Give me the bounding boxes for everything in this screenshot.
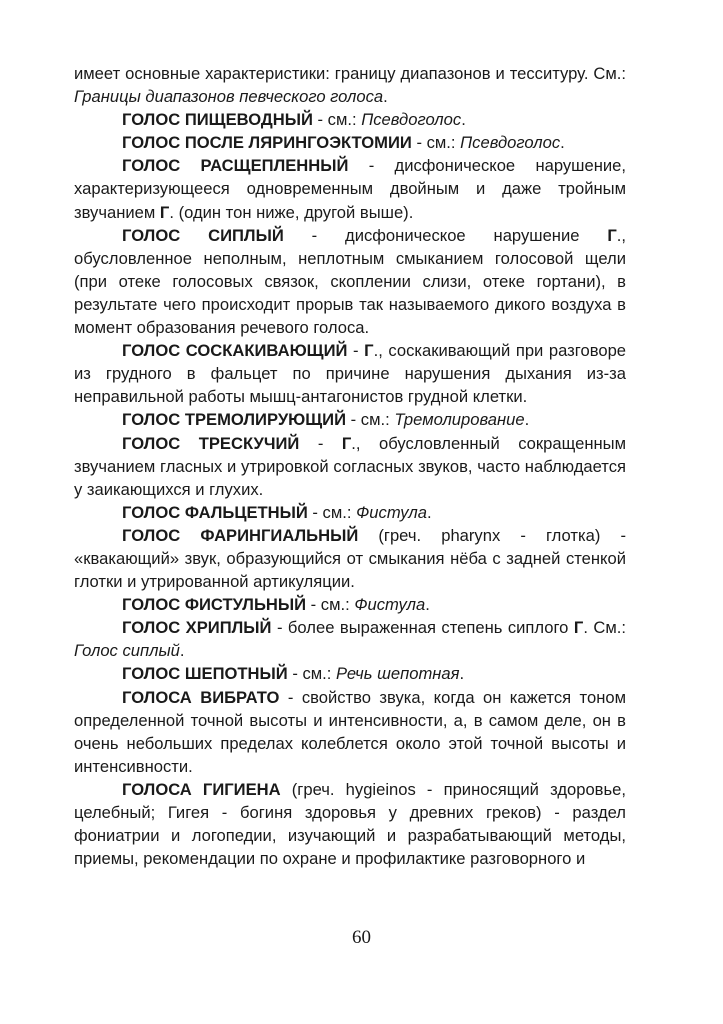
entry-punctuation: . — [459, 664, 465, 684]
cross-reference: Тремолирование — [394, 410, 525, 430]
entry-punctuation: . — [461, 110, 466, 130]
entry-body: - свойство звука, когда он кажется тоном определенной точной высоты и интенсивности, а, в самом деле, он в очень небольших пределах колеблется около этой точной высоты и интенсивности. — [74, 687, 626, 776]
abbrev-g: Г — [573, 618, 584, 638]
entry-punctuation: . — [560, 133, 565, 153]
entry-body-tail: . (один тон ниже, другой выше). — [169, 202, 414, 222]
entry-term: ГОЛОС ФАЛЬЦЕТНЫЙ — [122, 502, 308, 522]
entry-body: - см.: — [312, 110, 362, 130]
entry-body: - см.: — [346, 410, 395, 430]
entry-body: - — [299, 433, 342, 453]
entry-body-tail: ., соскакивающий при разговоре из грудного в фальцет по причине нарушения дыхания из-за неправильной работы мышц-антагонистов грудной клетки. — [74, 341, 627, 407]
entry-term: ГОЛОС ТРЕМОЛИРУЮЩИЙ — [122, 410, 347, 430]
dictionary-entry — [74, 408, 626, 431]
cross-reference: Фистула — [356, 502, 427, 522]
dictionary-entry — [74, 108, 626, 131]
entry-body-tail: . См.: — [583, 618, 626, 638]
cross-reference: Границы диапазонов певческого голоса — [74, 87, 384, 107]
abbrev-g: Г — [607, 225, 617, 245]
entry-punctuation: . — [524, 410, 530, 430]
entry-body-tail: ., обусловленный сокращенным звучанием гласных и утрировкой согласных звуков, часто наблюдается у заикающихся и глухих. — [74, 433, 626, 499]
cross-reference: Голос сиплый — [74, 641, 180, 661]
dictionary-entry — [74, 501, 626, 524]
entry-term: ГОЛОС ШЕПОТНЫЙ — [122, 664, 288, 684]
entry-body: - более выраженная степень сиплого — [271, 618, 574, 638]
page-number: 60 — [352, 927, 371, 948]
dictionary-entry — [74, 686, 626, 778]
entry-term: ГОЛОС СИПЛЫЙ — [122, 225, 284, 245]
entry-term: ГОЛОС ХРИПЛЫЙ — [122, 618, 272, 638]
dictionary-entry — [74, 131, 626, 154]
entry-body: (греч. pharynx - глотка) - «квакающий» звук, образующийся от смыкания нёба с задней стенкой глотки и утрированной артикуляции. — [74, 525, 626, 592]
entry-body: - — [347, 341, 365, 361]
entry-term: ГОЛОСА ВИБРАТО — [122, 687, 280, 707]
dictionary-entry — [74, 224, 626, 339]
entry-body: - дисфоническое нарушение — [283, 225, 608, 245]
dictionary-entry — [74, 593, 626, 616]
entry-continuation — [74, 62, 626, 108]
entry-term: ГОЛОС ПИЩЕВОДНЫЙ — [122, 110, 313, 130]
entry-term: ГОЛОС ФАРИНГИАЛЬНЫЙ — [122, 525, 359, 545]
dictionary-entry — [74, 432, 626, 501]
entry-body: - см.: — [306, 595, 355, 615]
entry-body: (греч. hygieinos - приносящий здоровье, целебный; Гигея - богиня здоровья у древних греков) - раздел фониатрии и логопедии, изучающий и разрабатывающий методы, приемы, рекомендации по охране и профилактике разговорного и — [74, 779, 626, 869]
entry-term: ГОЛОС ФИСТУЛЬНЫЙ — [122, 595, 307, 615]
dictionary-entry — [74, 339, 626, 408]
abbrev-g: Г — [364, 341, 374, 361]
cross-reference: Псевдоголос — [361, 110, 462, 130]
entry-punctuation: . — [179, 641, 185, 661]
entry-body: - см.: — [307, 502, 357, 522]
entry-body: - см.: — [411, 133, 461, 153]
dictionary-entry — [74, 524, 626, 593]
entry-term: ГОЛОС ПОСЛЕ ЛЯРИНГОЭКТОМИИ — [122, 133, 412, 153]
entry-term: ГОЛОС СОСКАКИВАЮЩИЙ — [122, 341, 348, 361]
entry-punctuation: . — [383, 87, 388, 107]
entry-punctuation: . — [426, 502, 432, 522]
entry-term: ГОЛОС ТРЕСКУЧИЙ — [122, 433, 300, 453]
dictionary-entry — [74, 662, 626, 685]
dictionary-entry — [74, 778, 626, 870]
abbrev-g: Г — [159, 202, 170, 222]
abbrev-g: Г — [341, 433, 352, 453]
entry-term: ГОЛОС РАСЩЕПЛЕННЫЙ — [122, 156, 349, 176]
entry-body: имеет основные характеристики: границу диапазонов и тесситуру. См.: — [74, 64, 626, 83]
entry-body: - см.: — [287, 664, 336, 684]
entry-body: - дисфоническое нарушение, характеризующееся одновременным двойным и даже тройным звучанием — [74, 156, 626, 222]
entry-punctuation: . — [425, 595, 430, 615]
dictionary-entry — [74, 616, 626, 662]
cross-reference: Псевдоголос — [460, 133, 561, 153]
cross-reference: Речь шепотная — [336, 664, 460, 684]
entry-term: ГОЛОСА ГИГИЕНА — [122, 779, 281, 799]
entry-body-tail: ., обусловленное неполным, неплотным смыканием голосовой щели (при отеке голосовых связок, скоплении слизи, отеке гортани), в результате чего происходит прорыв так называемого дикого воздуха в момент образования речевого голоса. — [74, 225, 626, 338]
dictionary-text — [74, 62, 626, 870]
dictionary-entry — [74, 154, 626, 223]
cross-reference: Фистула — [354, 595, 426, 615]
